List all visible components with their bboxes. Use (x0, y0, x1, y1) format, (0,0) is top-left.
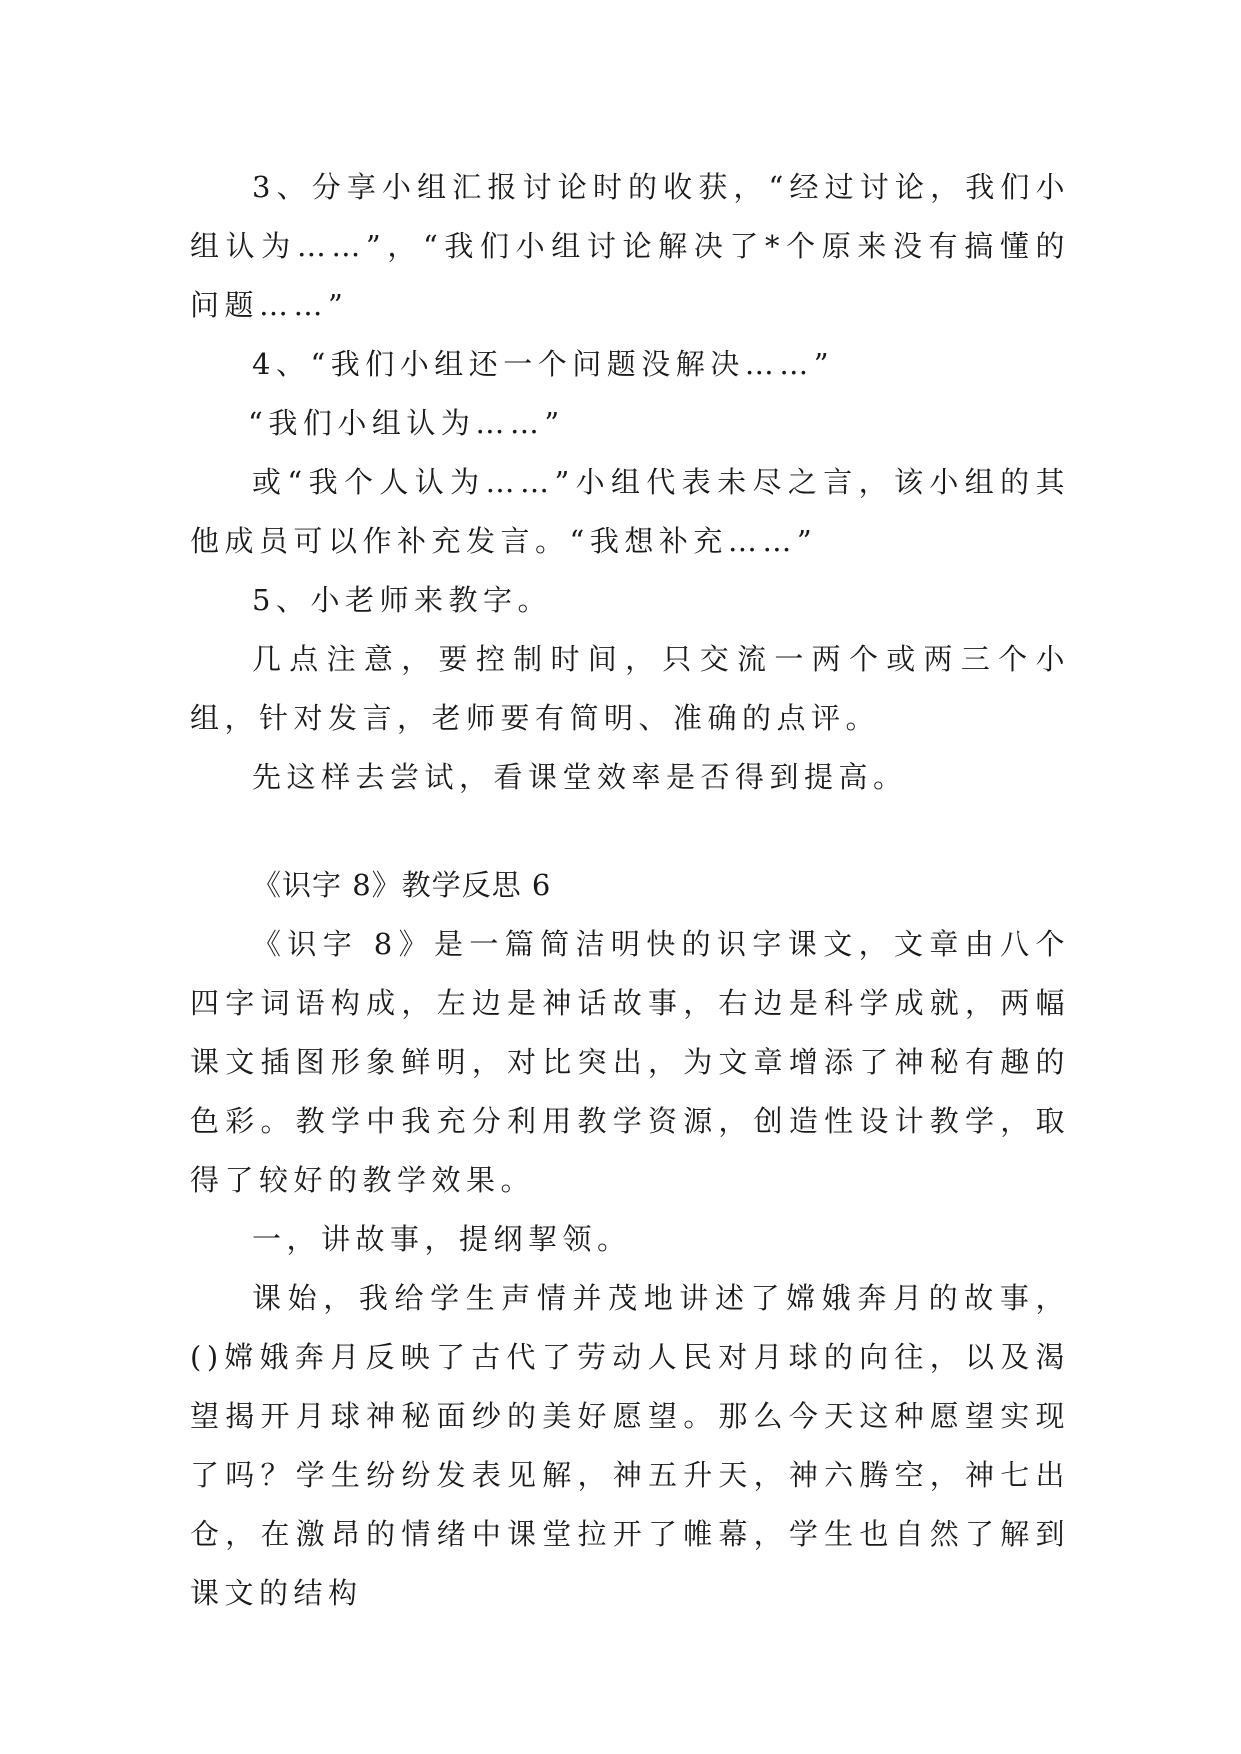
document-body-bottom (190, 856, 1070, 1623)
paragraph-intro: 《识字 8》是一篇简洁明快的识字课文，文章由八个四字词语构成，左边是神话故事，右边是科学成就，两幅课文插图形象鲜明，对比突出，为文章增添了神秘有趣的色彩。教学中我充分利用教学资源，创造性设计教学，取得了较好的教学效果。 (190, 927, 1070, 1197)
paragraph-supplement: 或“我个人认为……”小组代表未尽之言，该小组的其他成员可以作补充发言。“我想补充……” (190, 465, 1070, 558)
paragraph-item-3: 3、分享小组汇报讨论时的收获，“经过讨论，我们小组认为……”，“我们小组讨论解决了*个原来没有搞懂的问题……” (190, 170, 1070, 322)
paragraph-notes: 几点注意，要控制时间，只交流一两个或两三个小组，针对发言，老师要有简明、准确的点评。 (190, 642, 1070, 735)
document-body-top (190, 158, 1070, 807)
paragraph-item-5: 5、小老师来教字。 (252, 583, 552, 617)
paragraph-section-one: 一，讲故事，提纲挈领。 (252, 1222, 632, 1256)
quote-line: “我们小组认为……” (248, 406, 565, 440)
paragraph-item-4: 4、“我们小组还一个问题没解决……” (252, 347, 835, 381)
paragraph-story: 课始，我给学生声情并茂地讲述了嫦娥奔月的故事，()嫦娥奔月反映了古代了劳动人民对月球的向往，以及渴望揭开月球神秘面纱的美好愿望。那么今天这种愿望实现了吗？学生纷纷发表见解，神五升天，神六腾空，神七出仓，在激昂的情绪中课堂拉开了帷幕，学生也自然了解到课文的结构 (190, 1281, 1070, 1610)
paragraph-conclusion: 先这样去尝试，看课堂效率是否得到提高。 (252, 760, 908, 794)
section-title: 《识字 8》教学反思 6 (252, 868, 552, 902)
